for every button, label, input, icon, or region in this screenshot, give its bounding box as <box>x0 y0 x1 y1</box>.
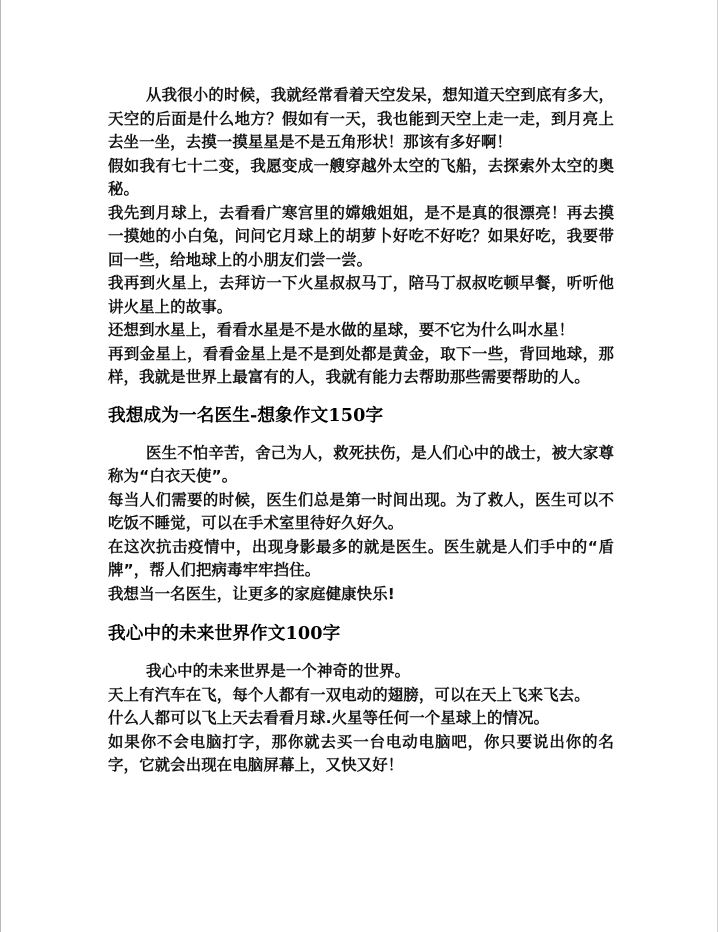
essay1-paragraph: 还想到水星上，看看水星是不是水做的星球，要不它为什么叫水星！ <box>108 321 575 339</box>
essay3-paragraph: 我心中的未来世界是一个神奇的世界。 <box>146 662 411 680</box>
document-content <box>108 84 614 778</box>
essay1-paragraph: 我再到火星上，去拜访一下火星叔叔马丁，陪马丁叔叔吃顿早餐，听听他讲火星上的故事。 <box>108 274 614 316</box>
essay2-paragraph: 我想当一名医生，让更多的家庭健康快乐! <box>108 584 395 603</box>
essay3-paragraph: 如果你不会电脑打字，那你就去买一台电动电脑吧，你只要说出你的名字，它就会出现在电脑屏幕上，又快又好！ <box>108 732 614 774</box>
essay3-paragraph: 什么人都可以飞上天去看看月球.火星等任何一个星球上的情况。 <box>108 709 550 727</box>
essay1-paragraph: 假如我有七十二变，我愿变成一艘穿越外太空的飞船，去探索外太空的奥秘。 <box>108 156 614 198</box>
essay3-title: 我心中的未来世界作文100字 <box>108 623 341 644</box>
essay2-paragraph: 医生不怕辛苦，舍己为人，救死扶伤，是人们心中的战士，被大家尊称为“白衣天使”。 <box>108 443 614 485</box>
essay2-paragraph: 在这次抗击疫情中，出现身影最多的就是医生。医生就是人们手中的“盾牌”，帮人们把病毒牢牢挡住。 <box>108 537 614 579</box>
essay3-paragraph: 天上有汽车在飞，每个人都有一双电动的翅膀，可以在天上飞来飞去。 <box>108 685 590 704</box>
essay2-paragraph: 每当人们需要的时候，医生们总是第一时间出现。为了救人，医生可以不吃饭不睡觉，可以在手术室里待好久好久。 <box>108 490 614 532</box>
essay1-paragraph: 我先到月球上，去看看广寒宫里的嫦娥姐姐，是不是真的很漂亮！再去摸一摸她的小白兔，问问它月球上的胡萝卜好吃不好吃？如果好吃，我要带回一些，给地球上的小朋友们尝一尝。 <box>108 203 614 269</box>
essay2-title: 我想成为一名医生-想象作文150字 <box>108 404 384 426</box>
essay1-paragraph: 从我很小的时候，我就经常看着天空发呆，想知道天空到底有多大，天空的后面是什么地方？假如有一天，我也能到天空上走一走，到月亮上去坐一坐，去摸一摸星星是不是五角形状！那该有多好啊！ <box>108 86 614 151</box>
essay1-paragraph: 再到金星上，看看金星上是不是到处都是黄金，取下一些，背回地球，那样，我就是世界上最富有的人，我就有能力去帮助那些需要帮助的人。 <box>108 344 614 386</box>
